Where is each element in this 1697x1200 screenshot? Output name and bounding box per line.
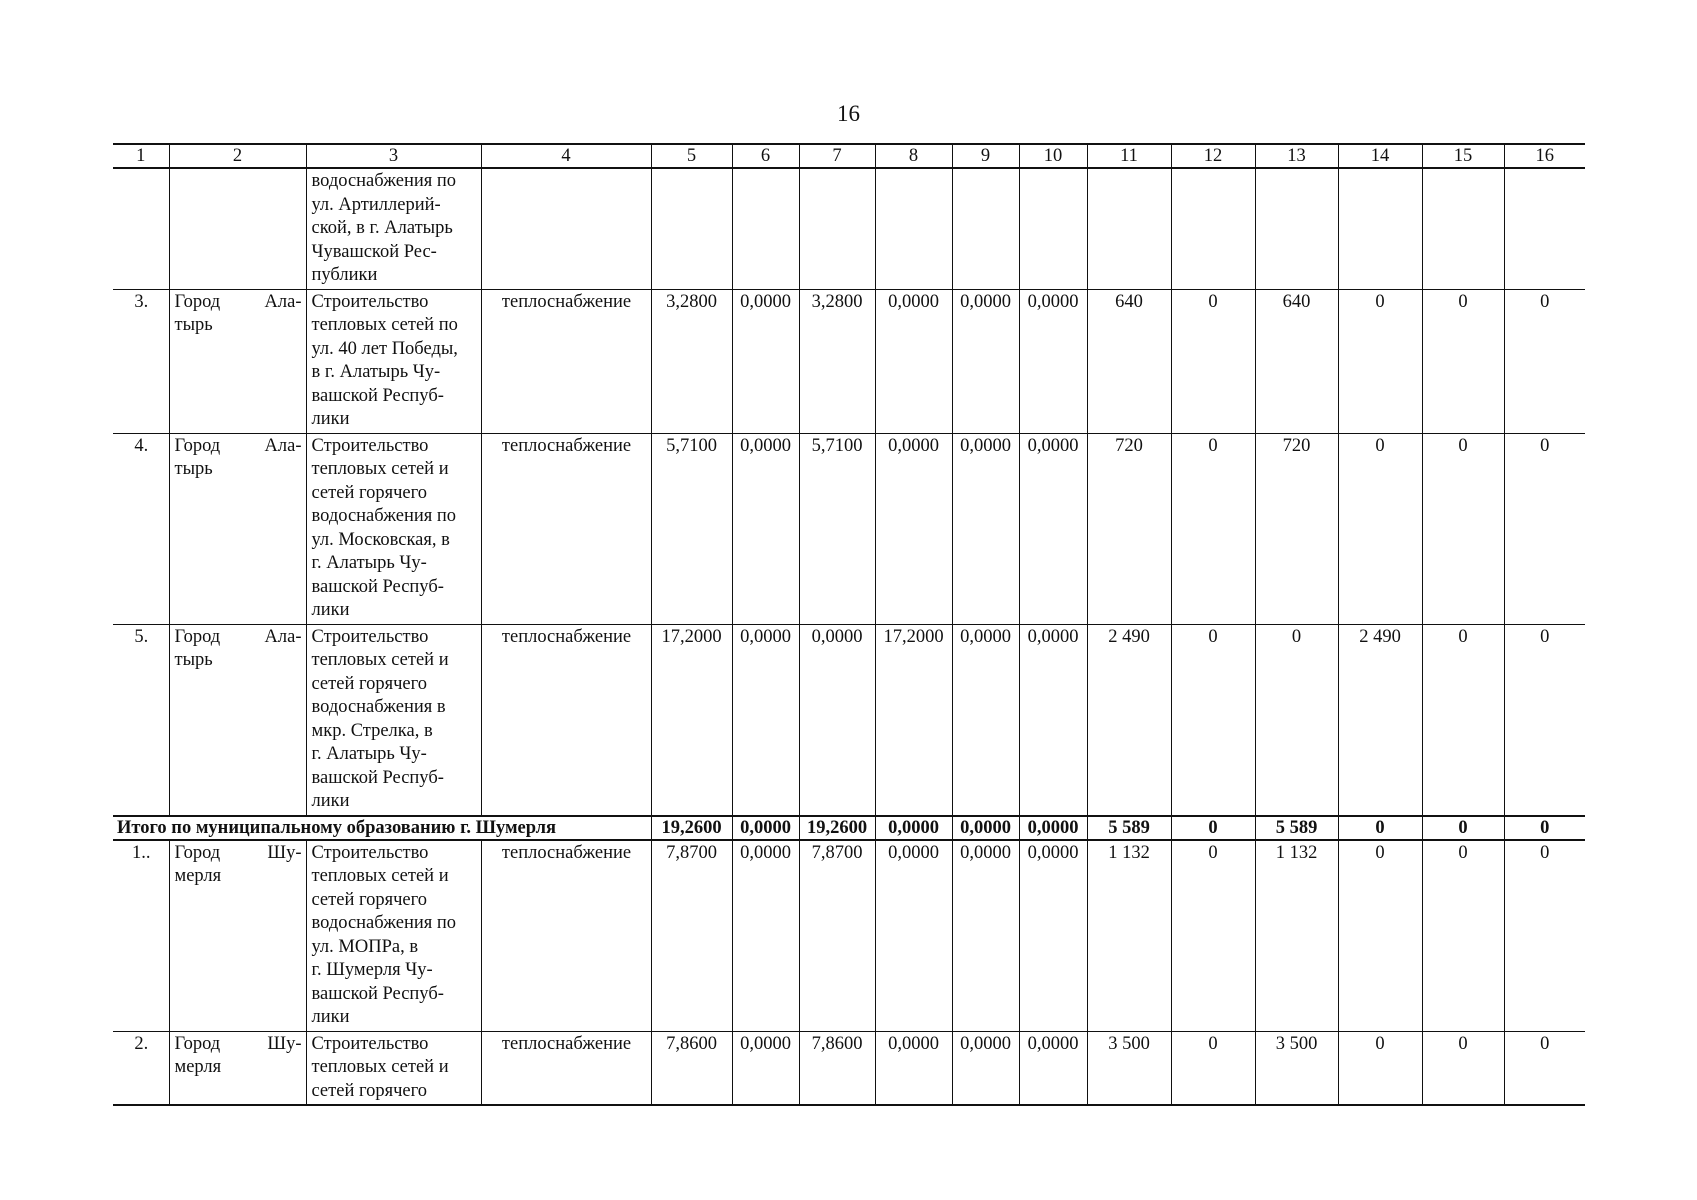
value-cell: 0,0000: [952, 1031, 1019, 1105]
column-header: 1: [113, 144, 169, 168]
value-cell: 0: [1504, 1031, 1585, 1105]
value-cell: 17,2000: [875, 624, 952, 816]
value-cell: 0: [1504, 840, 1585, 1032]
column-header: 13: [1255, 144, 1338, 168]
value-cell: 3,2800: [799, 289, 875, 433]
table-row: [113, 289, 1585, 433]
value-cell: 7,8600: [651, 1031, 732, 1105]
subtotal-row: [113, 816, 1585, 840]
table-row: [113, 433, 1585, 624]
subtotal-value: 19,2600: [799, 816, 875, 840]
value-cell: 0,0000: [1019, 289, 1087, 433]
subtotal-value: 5 589: [1255, 816, 1338, 840]
project-description: Строительство тепловых сетей и сетей горячего: [306, 1031, 481, 1105]
value-cell: 0,0000: [952, 624, 1019, 816]
subtotal-value: 0: [1504, 816, 1585, 840]
value-cell: 640: [1255, 289, 1338, 433]
value-cell: 720: [1255, 433, 1338, 624]
column-header: 9: [952, 144, 1019, 168]
row-number: 1..: [113, 840, 169, 1032]
value-cell: 5,7100: [799, 433, 875, 624]
municipality-cell: Город Ала- тырь: [169, 624, 306, 816]
column-header: 12: [1171, 144, 1255, 168]
table-row: [113, 624, 1585, 816]
column-header: 5: [651, 144, 732, 168]
value-cell: 0,0000: [732, 624, 799, 816]
value-cell: 640: [1087, 289, 1171, 433]
column-number-header-row: [113, 144, 1585, 168]
page-number: 16: [837, 101, 860, 126]
value-cell: 0,0000: [875, 289, 952, 433]
subtotal-value: 0,0000: [732, 816, 799, 840]
subtotal-value: 0: [1422, 816, 1504, 840]
value-cell: 2 490: [1087, 624, 1171, 816]
subtotal-value: 0: [1171, 816, 1255, 840]
project-description: Строительство тепловых сетей по ул. 40 лет Победы, в г. Алатырь Чу- вашской Респуб- лики: [306, 289, 481, 433]
value-cell: 0: [1338, 840, 1422, 1032]
value-cell: 0: [1422, 1031, 1504, 1105]
value-cell: 2 490: [1338, 624, 1422, 816]
value-cell: 0,0000: [952, 840, 1019, 1032]
value-cell: 0: [1171, 624, 1255, 816]
column-header: 7: [799, 144, 875, 168]
value-cell: 720: [1087, 433, 1171, 624]
value-cell: 7,8700: [799, 840, 875, 1032]
value-cell: 0: [1422, 840, 1504, 1032]
value-cell: 0: [1504, 289, 1585, 433]
subtotal-label: Итого по муниципальному образованию г. Шумерля: [113, 816, 651, 840]
value-cell: 0,0000: [1019, 840, 1087, 1032]
value-cell: 0: [1422, 624, 1504, 816]
value-cell: 1 132: [1087, 840, 1171, 1032]
continuation-row: [113, 168, 1585, 289]
value-cell: 0: [1422, 289, 1504, 433]
resource-type: теплоснабжение: [481, 840, 651, 1032]
value-cell: 0,0000: [1019, 433, 1087, 624]
value-cell: 0,0000: [952, 433, 1019, 624]
value-cell: 7,8700: [651, 840, 732, 1032]
value-cell: 0: [1338, 289, 1422, 433]
value-cell: 0,0000: [732, 433, 799, 624]
investment-program-table: [113, 143, 1585, 1106]
value-cell: 0,0000: [952, 289, 1019, 433]
value-cell: 0,0000: [732, 840, 799, 1032]
row-number: 3.: [113, 289, 169, 433]
value-cell: 0,0000: [1019, 1031, 1087, 1105]
subtotal-value: 0,0000: [1019, 816, 1087, 840]
value-cell: 3 500: [1087, 1031, 1171, 1105]
column-header: 14: [1338, 144, 1422, 168]
municipality-cell: Город Шу- мерля: [169, 840, 306, 1032]
municipality-cell: Город Ала- тырь: [169, 289, 306, 433]
value-cell: 0: [1171, 289, 1255, 433]
resource-type: теплоснабжение: [481, 624, 651, 816]
value-cell: 0,0000: [875, 1031, 952, 1105]
value-cell: 3 500: [1255, 1031, 1338, 1105]
value-cell: 0,0000: [799, 624, 875, 816]
subtotal-value: 19,2600: [651, 816, 732, 840]
resource-type: теплоснабжение: [481, 289, 651, 433]
municipality-cell: Город Ала- тырь: [169, 433, 306, 624]
column-header: 6: [732, 144, 799, 168]
value-cell: 0: [1171, 1031, 1255, 1105]
table-row: [113, 840, 1585, 1032]
project-description: Строительство тепловых сетей и сетей горячего водоснабжения по ул. МОПРа, в г. Шумерля Чу- вашской Респуб- лики: [306, 840, 481, 1032]
column-header: 10: [1019, 144, 1087, 168]
value-cell: 0,0000: [732, 289, 799, 433]
subtotal-value: 0,0000: [952, 816, 1019, 840]
project-description: Строительство тепловых сетей и сетей горячего водоснабжения по ул. Московская, в г. Алатырь Чу- вашской Респуб- лики: [306, 433, 481, 624]
column-header: 8: [875, 144, 952, 168]
row-number: 2.: [113, 1031, 169, 1105]
column-header: 16: [1504, 144, 1585, 168]
value-cell: 1 132: [1255, 840, 1338, 1032]
value-cell: 0: [1171, 840, 1255, 1032]
value-cell: 5,7100: [651, 433, 732, 624]
table-row: [113, 1031, 1585, 1105]
value-cell: 0: [1171, 433, 1255, 624]
subtotal-value: 0,0000: [875, 816, 952, 840]
column-header: 15: [1422, 144, 1504, 168]
subtotal-value: 5 589: [1087, 816, 1171, 840]
value-cell: 0: [1338, 1031, 1422, 1105]
value-cell: 0,0000: [875, 433, 952, 624]
value-cell: 0: [1504, 624, 1585, 816]
column-header: 2: [169, 144, 306, 168]
column-header: 3: [306, 144, 481, 168]
value-cell: 17,2000: [651, 624, 732, 816]
municipality-cell: Город Шу- мерля: [169, 1031, 306, 1105]
resource-type: теплоснабжение: [481, 433, 651, 624]
value-cell: 0,0000: [875, 840, 952, 1032]
subtotal-value: 0: [1338, 816, 1422, 840]
resource-type: теплоснабжение: [481, 1031, 651, 1105]
value-cell: 0: [1504, 433, 1585, 624]
value-cell: 0: [1338, 433, 1422, 624]
value-cell: 0: [1422, 433, 1504, 624]
value-cell: 0: [1255, 624, 1338, 816]
project-description: водоснабжения по ул. Артиллерий- ской, в г. Алатырь Чувашской Рес- публики: [306, 168, 481, 289]
row-number: 5.: [113, 624, 169, 816]
value-cell: 3,2800: [651, 289, 732, 433]
column-header: 4: [481, 144, 651, 168]
column-header: 11: [1087, 144, 1171, 168]
value-cell: 0,0000: [1019, 624, 1087, 816]
project-description: Строительство тепловых сетей и сетей горячего водоснабжения в мкр. Стрелка, в г. Алатырь Чу- вашской Респуб- лики: [306, 624, 481, 816]
value-cell: 0,0000: [732, 1031, 799, 1105]
value-cell: 7,8600: [799, 1031, 875, 1105]
row-number: 4.: [113, 433, 169, 624]
